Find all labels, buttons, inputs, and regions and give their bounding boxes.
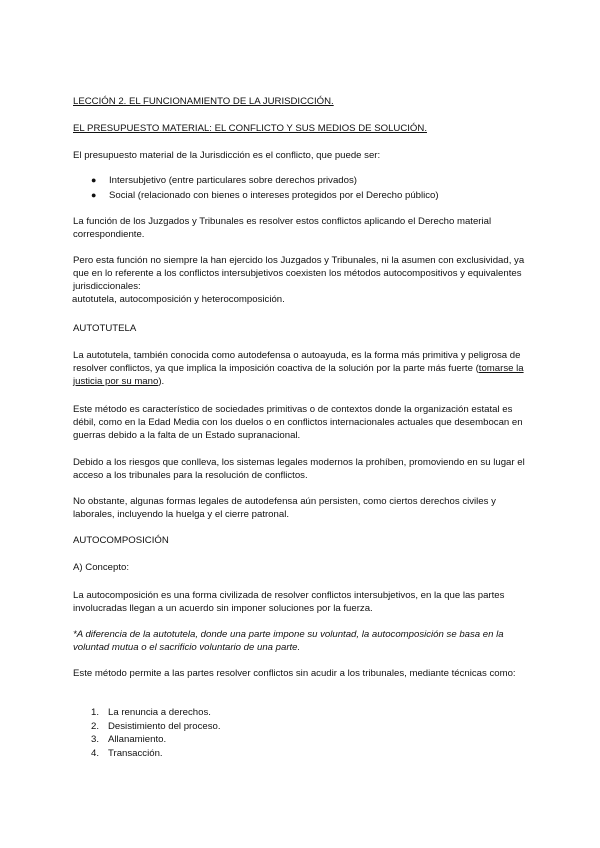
autotutela-paragraph-2: Este método es característico de sociedades primitivas o de contextos donde la organización estatal es débil, como en la Edad Media con los duelos o en conflictos internacionales actuales que desembocan en guerras debido a la falta de un Estado supranacional. (73, 404, 523, 441)
underlined-phrase: tomarse la justicia por su mano (73, 363, 524, 387)
list-item: 4. Transacción. (91, 747, 163, 759)
autotutela-paragraph-3: Debido a los riesgos que conlleva, los sistemas legales modernos la prohíben, promoviendo en su lugar el acceso a los tribunales para la resolución de conflictos. (73, 457, 525, 481)
autocomposicion-paragraph-1: La autocomposición es una forma civilizada de resolver conflictos intersubjetivos, en la que las partes involucradas llegan a un acuerdo sin imponer soluciones por la fuerza. (73, 590, 505, 614)
bullet-icon: ● (91, 190, 97, 200)
techniques-list (73, 706, 533, 760)
autocomposicion-note: *A diferencia de la autotutela, donde una parte impone su voluntad, la autocomposición se basa en la voluntad mutua o el sacrificio voluntario de una parte. (73, 629, 504, 653)
intro-paragraph: El presupuesto material de la Jurisdicción es el conflicto, que puede ser: (73, 150, 381, 161)
conflict-types-list (73, 173, 533, 203)
history-paragraph: Pero esta función no siempre la han ejercido los Juzgados y Tribunales, ni la asumen con exclusividad, ya que en lo referente a los conflictos intersubjetivos coexisten los métodos autocompositivos y equivalentes jurisdiccionales: autotutela, autocomposición y heterocomposición. (72, 255, 525, 305)
section-heading-autocomposicion: AUTOCOMPOSICIÓN (73, 535, 169, 546)
list-item: ● Social (relacionado con bienes o intereses protegidos por el Derecho público) (91, 190, 439, 201)
list-item: 3. Allanamiento. (91, 734, 167, 745)
bullet-icon: ● (91, 175, 97, 185)
list-item: 2. Desistimiento del proceso. (91, 720, 221, 732)
list-item: 1. La renuncia a derechos. (91, 707, 211, 718)
methods-list-text: autotutela, autocomposición y heterocomposición. (72, 294, 285, 305)
concepto-subheading: A) Concepto: (73, 562, 129, 573)
autotutela-paragraph-4: No obstante, algunas formas legales de autodefensa aún persisten, como ciertos derechos civiles y laborales, incluyendo la huelga y el cierre patronal. (73, 496, 496, 520)
section-heading-presupuesto: EL PRESUPUESTO MATERIAL: EL CONFLICTO Y SUS MEDIOS DE SOLUCIÓN. (73, 123, 427, 134)
autocomposicion-paragraph-2: Este método permite a las partes resolver conflictos sin acudir a los tribunales, mediante técnicas como: (73, 668, 516, 679)
lesson-title: LECCIÓN 2. EL FUNCIONAMIENTO DE LA JURISDICCIÓN. (73, 96, 334, 107)
autotutela-paragraph-1: La autotutela, también conocida como autodefensa o autoayuda, es la forma más primitiva y peligrosa de resolver conflictos, ya que implica la imposición coactiva de la solución por la parte más fuerte (tomarse la justicia por su mano). (73, 350, 524, 387)
function-paragraph: La función de los Juzgados y Tribunales es resolver estos conflictos aplicando el Derecho material correspondiente. (73, 216, 492, 240)
list-item: ● Intersubjetivo (entre particulares sobre derechos privados) (91, 175, 357, 186)
section-heading-autotutela: AUTOTUTELA (73, 323, 137, 334)
